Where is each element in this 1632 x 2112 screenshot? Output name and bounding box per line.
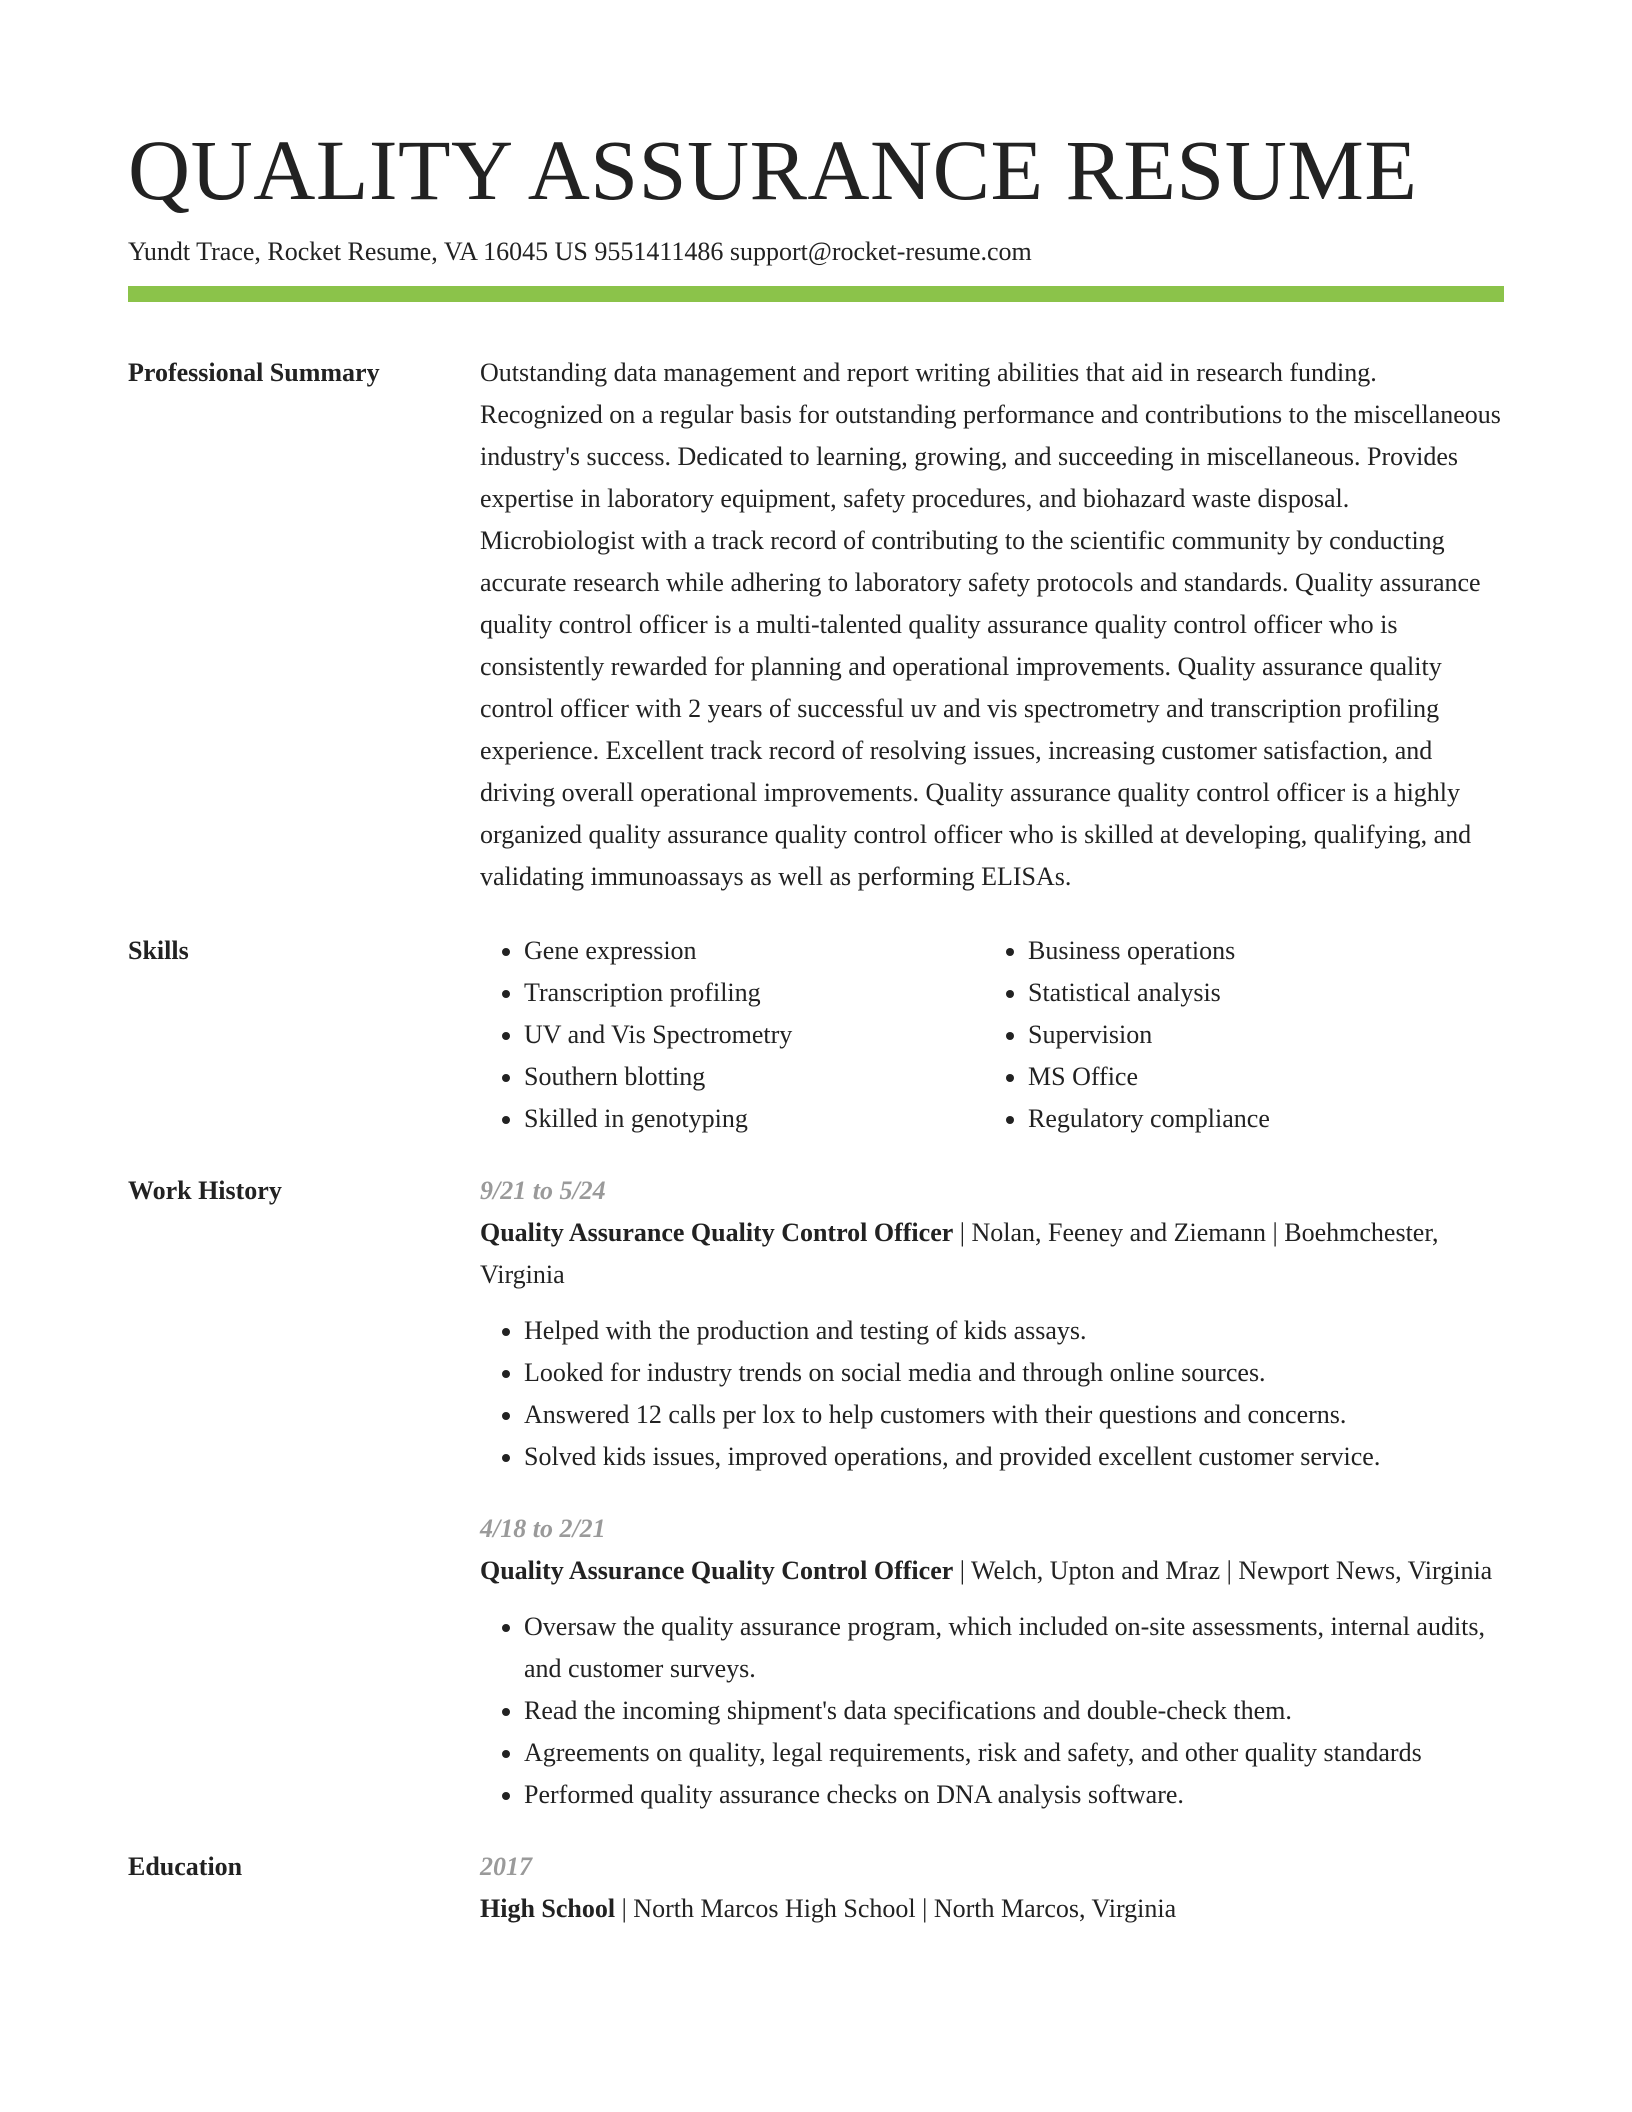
skill-item: • Statistical analysis <box>1028 972 1488 1014</box>
skill-item: • Regulatory compliance <box>1028 1098 1488 1140</box>
job-duty: • Answered 12 calls per lox to help customers with their questions and concerns. <box>524 1394 1504 1436</box>
skill-item: • MS Office <box>1028 1056 1488 1098</box>
skill-item: • Skilled in genotyping <box>524 1098 984 1140</box>
skills-columns <box>480 930 1504 1140</box>
job-duties <box>480 1310 1504 1478</box>
job-duty: • Helped with the production and testing of kids assays. <box>524 1310 1504 1352</box>
job-duty: • Performed quality assurance checks on DNA analysis software. <box>524 1774 1504 1816</box>
skill-item: • Southern blotting <box>524 1056 984 1098</box>
skill-item: • UV and Vis Spectrometry <box>524 1014 984 1056</box>
summary-text: Outstanding data management and report writing abilities that aid in research funding. Recognized on a regular basis for outstanding performance and contributions to the miscellaneous industry's success. Dedicated to learning, growing, and succeeding in miscellaneous. Provides expertise in laboratory equipment, safety procedures, and biohazard waste disposal. Microbiologist with a track record of contributing to the scientific community by conducting accurate research while adhering to laboratory safety protocols and standards. Quality assurance quality control officer is a multi-talented quality assurance quality control officer who is consistently rewarded for planning and operational improvements. Quality assurance quality control officer with 2 years of successful uv and vis spectrometry and transcription profiling experience. Excellent track record of resolving issues, increasing customer satisfaction, and driving overall operational improvements. Quality assurance quality control officer is a highly organized quality assurance quality control officer who is skilled at developing, qualifying, and validating immunoassays as well as performing ELISAs. <box>480 358 1501 891</box>
job-duty: • Agreements on quality, legal requirements, risk and safety, and other quality standards <box>524 1732 1504 1774</box>
education-heading <box>480 1888 1504 1930</box>
job-title: Quality Assurance Quality Control Officer <box>480 1556 954 1585</box>
skill-item: • Business operations <box>1028 930 1488 972</box>
resume-page <box>128 118 1504 1930</box>
job-entry <box>480 1508 1504 1816</box>
section-work-history <box>128 1170 1504 1816</box>
job-dates: 9/21 to 5/24 <box>480 1176 606 1205</box>
resume-title: QUALITY ASSURANCE RESUME <box>128 122 1418 218</box>
work-entries <box>480 1170 1504 1816</box>
section-professional-summary <box>128 352 1504 898</box>
job-duty: • Read the incoming shipment's data specifications and double-check them. <box>524 1690 1504 1732</box>
education-degree: High School <box>480 1894 616 1923</box>
job-entry <box>480 1170 1504 1478</box>
job-heading <box>480 1212 1504 1296</box>
job-heading <box>480 1550 1504 1592</box>
job-employer-location: | Welch, Upton and Mraz | Newport News, Virginia <box>953 1556 1493 1585</box>
section-education <box>128 1846 1504 1930</box>
section-label-summary: Professional Summary <box>128 358 380 387</box>
skills-list-left <box>480 930 984 1140</box>
job-duty: • Solved kids issues, improved operations, and provided excellent customer service. <box>524 1436 1504 1478</box>
job-duties <box>480 1606 1504 1816</box>
education-school-location: | North Marcos High School | North Marcos, Virginia <box>615 1894 1177 1923</box>
education-entry <box>480 1846 1504 1930</box>
job-dates: 4/18 to 2/21 <box>480 1514 606 1543</box>
job-title: Quality Assurance Quality Control Officer <box>480 1218 954 1247</box>
accent-divider <box>128 286 1504 302</box>
section-label-skills: Skills <box>128 936 189 965</box>
skill-item: • Supervision <box>1028 1014 1488 1056</box>
education-dates: 2017 <box>480 1852 532 1881</box>
section-label-work: Work History <box>128 1176 282 1205</box>
job-duty: • Oversaw the quality assurance program, which included on-site assessments, internal audits, and customer surveys. <box>524 1606 1504 1690</box>
section-label-education: Education <box>128 1852 243 1881</box>
skill-item: • Transcription profiling <box>524 972 984 1014</box>
job-duty: • Looked for industry trends on social media and through online sources. <box>524 1352 1504 1394</box>
skill-item: • Gene expression <box>524 930 984 972</box>
section-skills <box>128 930 1504 1140</box>
skills-list-right <box>984 930 1488 1140</box>
job-employer-location: | Nolan, Feeney and Ziemann | Boehmchester, Virginia <box>480 1218 1439 1289</box>
contact-line: Yundt Trace, Rocket Resume, VA 16045 US 9551411486 support@rocket-resume.com <box>128 237 1032 266</box>
